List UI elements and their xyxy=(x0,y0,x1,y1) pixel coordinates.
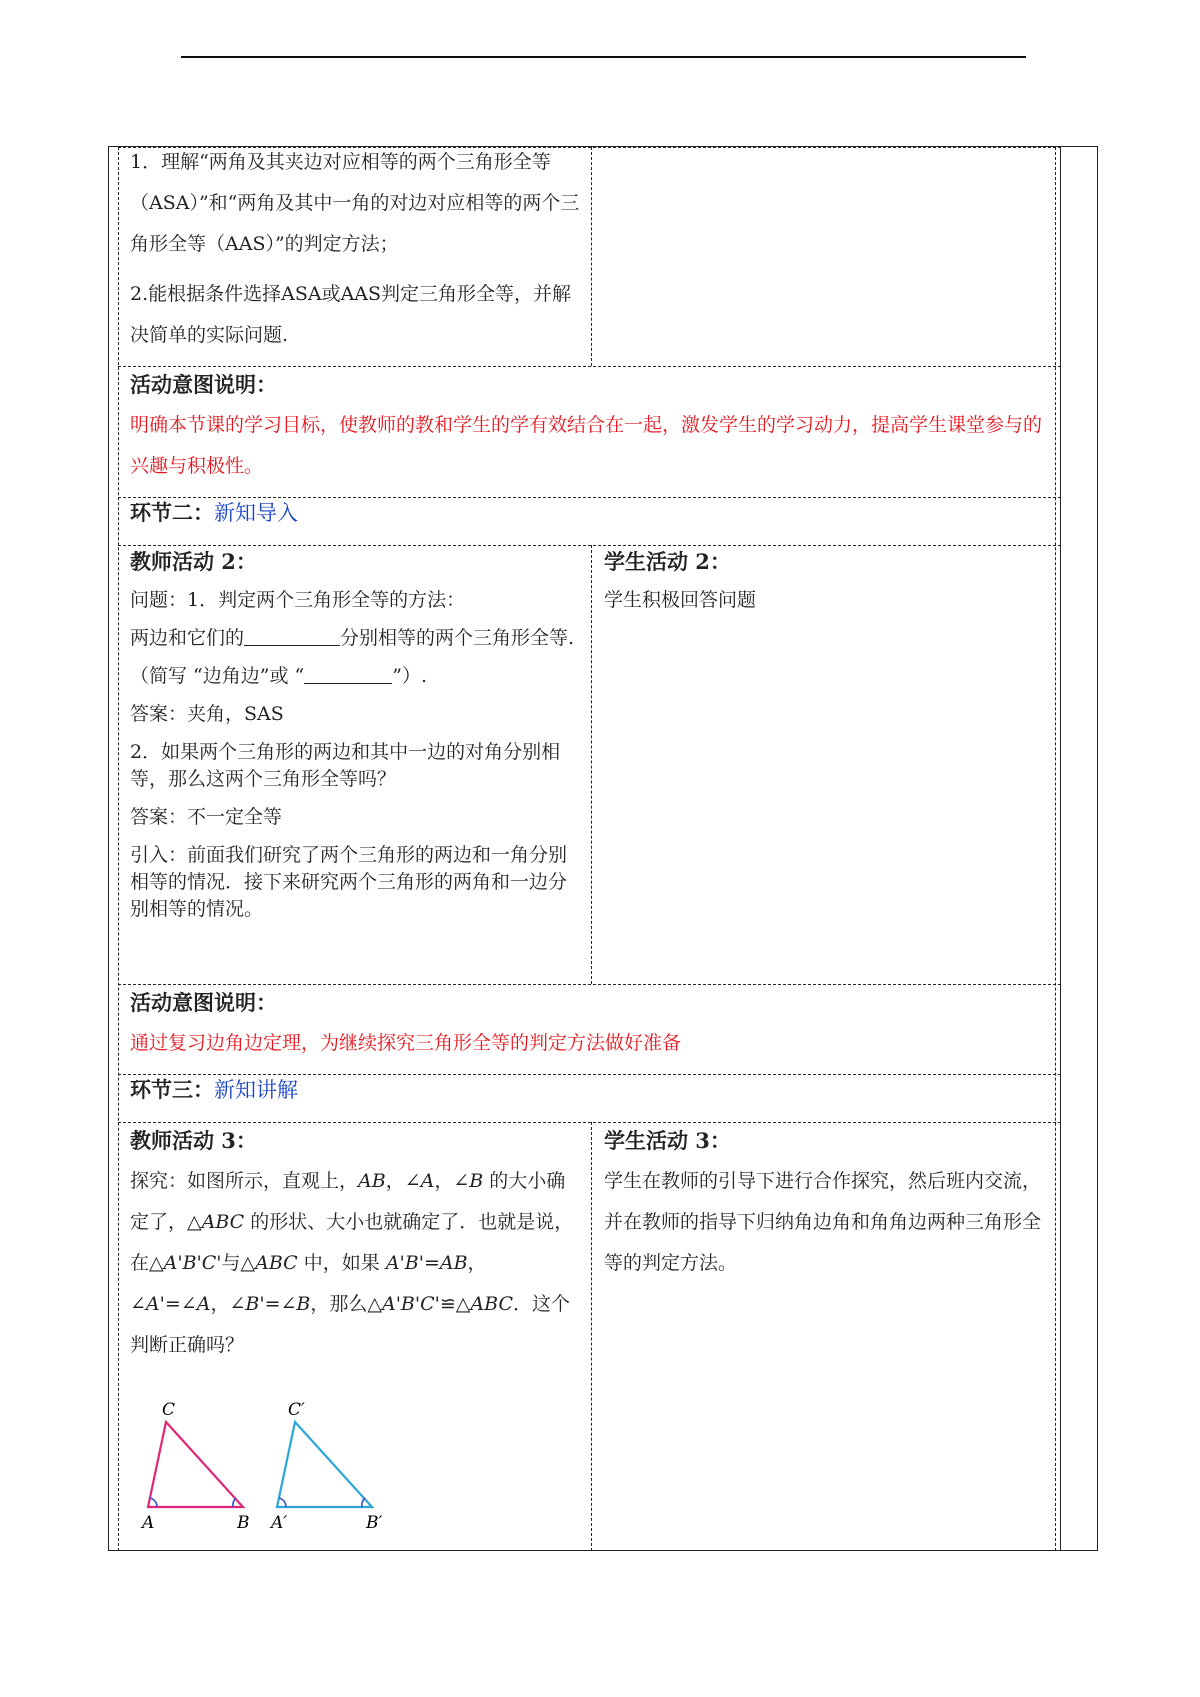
intent-cell-2 xyxy=(130,982,1048,1064)
stage-label: 环节二： xyxy=(130,500,214,525)
triangle-figure xyxy=(130,1395,410,1535)
dashed-rule xyxy=(1055,147,1056,1551)
objective-2: 2.能根据条件选择ASA或AAS判定三角形全等，并解决简单的实际问题. xyxy=(130,283,572,346)
intent-heading: 活动意图说明： xyxy=(130,372,277,397)
angle-arc-b-prime xyxy=(362,1498,365,1507)
triangle-abc-shape xyxy=(148,1422,243,1507)
lesson-intro: 引入：前面我们研究了两个三角形的两边和一角分别相等的情况．接下来研究两个三角形的两角和一边分别相等的情况。 xyxy=(130,844,568,920)
student-text: 学生积极回答问题 xyxy=(604,589,757,611)
triangle-abc xyxy=(140,1400,250,1533)
answer-blank xyxy=(304,663,392,684)
vertex-label-c: C xyxy=(162,1400,176,1420)
triangle-abc-prime xyxy=(269,1400,382,1533)
angle-arc-a xyxy=(150,1498,157,1507)
question-1-abbr: （简写 “边角边”或 “ ”）. xyxy=(130,665,427,687)
stage-title: 新知导入 xyxy=(214,501,298,525)
vertex-label-b: B xyxy=(237,1513,250,1533)
stage-label: 环节三： xyxy=(130,1077,214,1102)
dashed-rule xyxy=(591,545,592,984)
vertex-label-a: A xyxy=(142,1513,155,1533)
intent-cell-1 xyxy=(130,364,1048,487)
margin-column-divider xyxy=(1060,146,1061,1551)
vertex-label-b-prime: B′ xyxy=(366,1513,383,1533)
header-rule xyxy=(181,56,1026,58)
angle-arc-a-prime xyxy=(279,1498,286,1507)
exploration-text: 探究：如图所示，直观上，AB，∠A，∠B 的大小确定了，△ABC 的形状、大小也就确定了．也就是说，在△A'B'C'与△ABC 中，如果 A'B'=AB，∠A'=∠A，∠B'=∠B，那么△A'B'C'≌△ABC．这个判断正确吗？ xyxy=(130,1170,574,1356)
stage-2-heading xyxy=(130,492,1048,534)
objective-1: 1．理解“两角及其夹边对应相等的两个三角形全等（ASA）”和“两角及其中一角的对边对应相等的两个三角形全等（AAS）”的判定方法； xyxy=(130,151,580,255)
intent-text: 明确本节课的学习目标，使教师的教和学生的学有效结合在一起，激发学生的学习动力，提高学生课堂参与的兴趣与积极性。 xyxy=(130,414,1043,477)
vertex-label-c-prime: C′ xyxy=(288,1400,305,1420)
student-activity-2 xyxy=(604,548,1048,625)
dashed-rule xyxy=(118,147,119,1551)
student-heading: 学生活动 2： xyxy=(604,549,731,574)
student-heading: 学生活动 3： xyxy=(604,1128,731,1153)
stage-3-heading xyxy=(130,1069,1048,1111)
intent-text: 通过复习边角边定理，为继续探究三角形全等的判定方法做好准备 xyxy=(130,1032,682,1054)
vertex-label-a-prime: A′ xyxy=(271,1513,288,1533)
intent-heading: 活动意图说明： xyxy=(130,990,277,1015)
dashed-rule xyxy=(591,1122,592,1551)
angle-arc-b xyxy=(233,1498,236,1507)
teacher-activity-3 xyxy=(130,1120,583,1366)
student-activity-3 xyxy=(604,1120,1048,1284)
student-text: 学生在教师的引导下进行合作探究，然后班内交流，并在教师的指导下归纳角边角和角角边两种三角形全等的判定方法。 xyxy=(604,1170,1042,1274)
answer-1: 答案：夹角，SAS xyxy=(130,703,284,725)
question-1-fill: 两边和它们的 分别相等的两个三角形全等. xyxy=(130,627,575,649)
teacher-heading: 教师活动 3： xyxy=(130,1128,257,1153)
answer-2: 答案：不一定全等 xyxy=(130,806,283,828)
question-1: 问题：1．判定两个三角形全等的方法： xyxy=(130,589,466,611)
stage-title: 新知讲解 xyxy=(214,1078,298,1102)
answer-blank xyxy=(244,625,340,646)
dashed-rule xyxy=(591,147,592,366)
question-2: 2．如果两个三角形的两边和其中一边的对角分别相等，那么这两个三角形全等吗？ xyxy=(130,741,561,790)
teacher-activity-2 xyxy=(130,548,583,934)
teacher-heading: 教师活动 2： xyxy=(130,549,257,574)
objectives-cell xyxy=(130,142,585,356)
dashed-rule xyxy=(118,545,1061,546)
triangle-abc-prime-shape xyxy=(277,1422,372,1507)
